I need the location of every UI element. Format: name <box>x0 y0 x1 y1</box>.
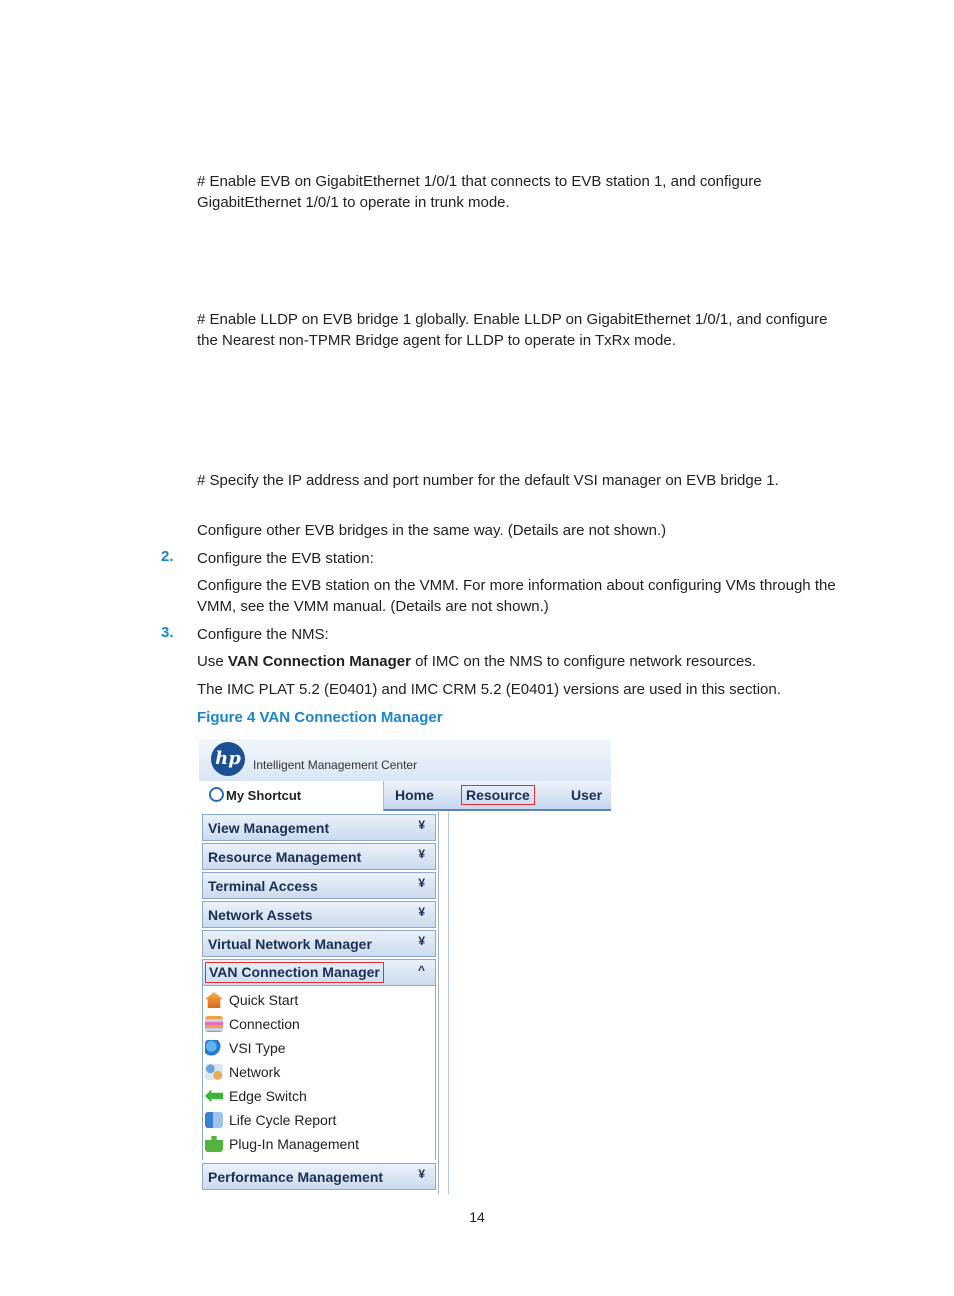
chevron-up-icon: ^ <box>417 963 425 977</box>
paragraph-vsi-manager: # Specify the IP address and port number for the default VSI manager on EVB bridge 1. <box>197 472 779 489</box>
van-submenu <box>202 986 436 1160</box>
main-nav <box>383 781 611 811</box>
paragraph-other-bridges: Configure other EVB bridges in the same way. (Details are not shown.) <box>197 522 667 539</box>
nav-resource[interactable]: Resource <box>461 785 535 805</box>
nav-user[interactable]: User <box>571 787 603 803</box>
submenu-vsi-type[interactable]: VSI Type <box>205 1040 286 1060</box>
step-body-3-use: Use VAN Connection Manager of IMC on the NMS to configure network resources. <box>197 653 757 670</box>
chevron-down-icon: ¥ <box>418 1167 425 1181</box>
submenu-life-cycle-report[interactable]: Life Cycle Report <box>205 1112 336 1132</box>
step-body-2: Configure the EVB station on the VMM. For more information about configuring VMs through the VMM, see the VMM manual. (Details are not shown.) <box>197 577 836 615</box>
life-cycle-report-icon <box>205 1112 223 1128</box>
nav-home[interactable]: Home <box>395 787 434 803</box>
submenu-network[interactable]: Network <box>205 1064 280 1084</box>
vsi-type-icon <box>205 1040 223 1056</box>
imc-banner <box>199 739 611 781</box>
my-shortcut-link[interactable]: My Shortcut <box>209 787 301 803</box>
paragraph-enable-evb: # Enable EVB on GigabitEthernet 1/0/1 that connects to EVB station 1, and configure GigabitEthernet 1/0/1 to operate in trunk mode. <box>197 173 762 211</box>
section-network-assets[interactable]: Network Assets ¥ <box>202 901 436 928</box>
chevron-down-icon: ¥ <box>418 876 425 890</box>
top-bar <box>199 781 611 811</box>
step-body-3-versions: The IMC PLAT 5.2 (E0401) and IMC CRM 5.2 (E0401) versions are used in this section. <box>197 681 781 698</box>
network-icon <box>205 1064 223 1080</box>
edge-switch-icon <box>205 1088 223 1104</box>
section-performance-management[interactable]: Performance Management ¥ <box>202 1163 436 1190</box>
section-view-management[interactable]: View Management ¥ <box>202 814 436 841</box>
paragraph-enable-lldp: # Enable LLDP on EVB bridge 1 globally. Enable LLDP on GigabitEthernet 1/0/1, and configure the Nearest non-TPMR Bridge agent for LLDP to operate in TxRx mode. <box>197 311 828 349</box>
quick-start-icon <box>205 992 223 1008</box>
resource-sidebar <box>202 812 439 1194</box>
submenu-edge-switch[interactable]: Edge Switch <box>205 1088 307 1108</box>
step-title-2: Configure the EVB station: <box>197 550 374 567</box>
submenu-quick-start[interactable]: Quick Start <box>205 992 298 1012</box>
page-number: 14 <box>469 1209 485 1225</box>
step-number-2: 2. <box>161 548 174 565</box>
section-virtual-network-manager[interactable]: Virtual Network Manager ¥ <box>202 930 436 957</box>
submenu-plugin-management[interactable]: Plug-In Management <box>205 1136 359 1156</box>
hp-logo: hp <box>211 742 245 776</box>
chevron-down-icon: ¥ <box>418 905 425 919</box>
chevron-down-icon: ¥ <box>418 847 425 861</box>
section-resource-management[interactable]: Resource Management ¥ <box>202 843 436 870</box>
plugin-management-icon <box>205 1136 223 1152</box>
shortcut-icon <box>209 787 224 802</box>
step-title-3: Configure the NMS: <box>197 626 329 643</box>
content-divider <box>448 812 449 1194</box>
section-terminal-access[interactable]: Terminal Access ¥ <box>202 872 436 899</box>
connection-icon <box>205 1016 223 1032</box>
chevron-down-icon: ¥ <box>418 934 425 948</box>
chevron-down-icon: ¥ <box>418 818 425 832</box>
app-title: Intelligent Management Center <box>253 758 418 772</box>
section-van-connection-manager[interactable]: VAN Connection Manager ^ <box>202 959 436 986</box>
figure-caption: Figure 4 VAN Connection Manager <box>197 709 443 726</box>
submenu-connection[interactable]: Connection <box>205 1016 300 1036</box>
step-number-3: 3. <box>161 624 174 641</box>
imc-screenshot <box>199 739 611 1195</box>
